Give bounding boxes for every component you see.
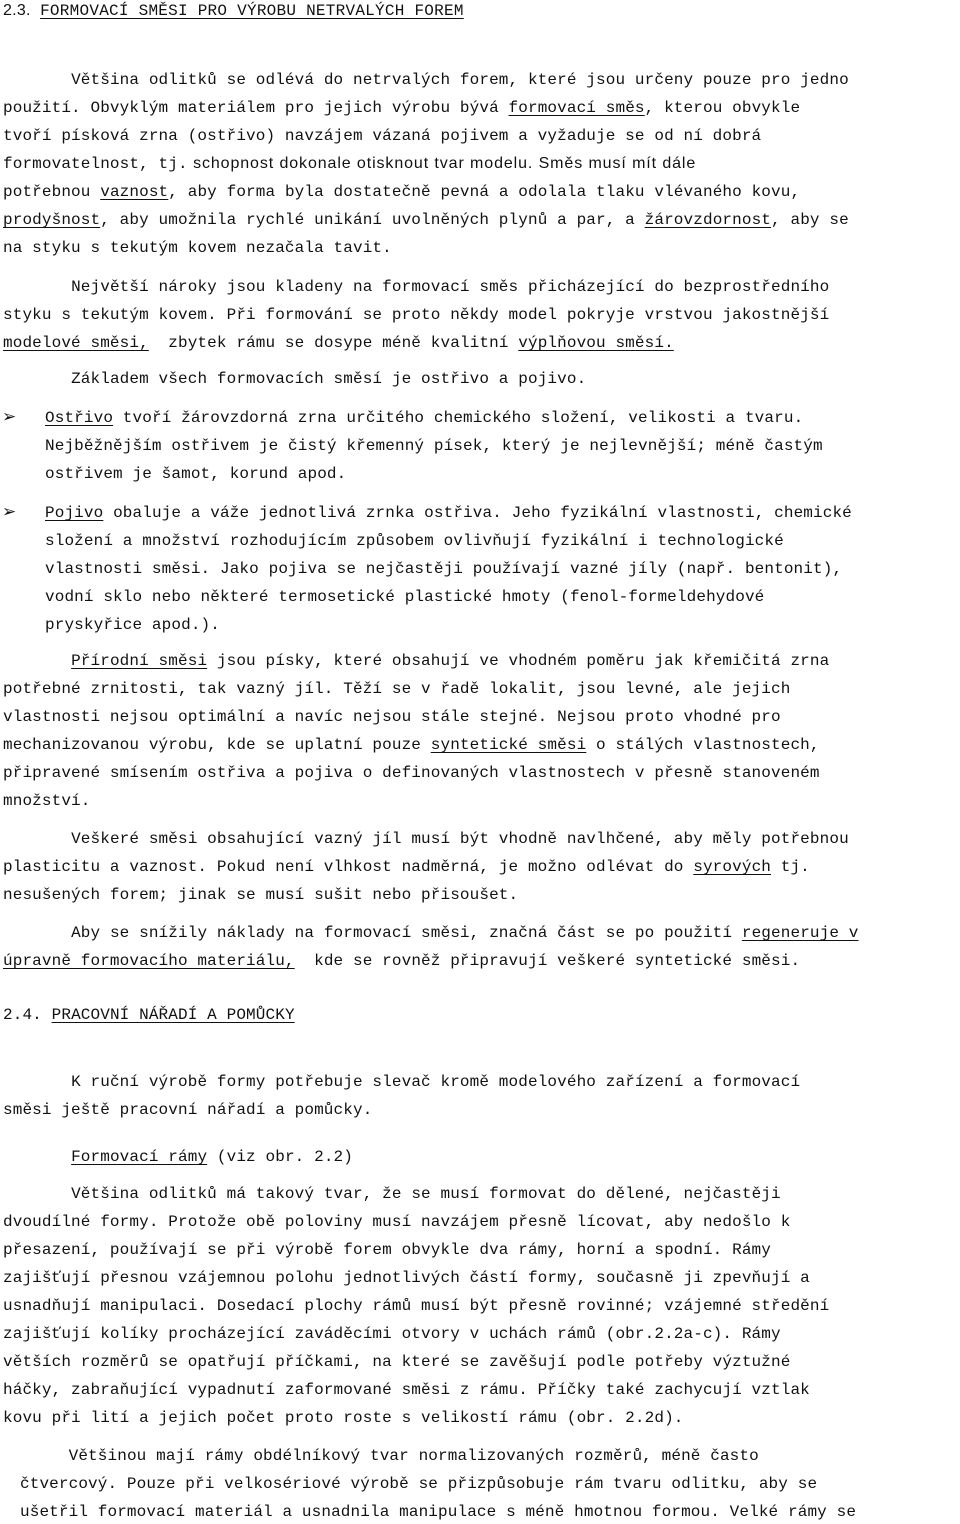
paragraph-line: připravené smísením ostřiva a pojiva o definovaných vlastnostech v přesně stanoveném [3,764,820,782]
term-vyplnova-smes: výplňovou směsí. [518,334,674,352]
paragraph-line: množství. [3,792,91,810]
paragraph-line: čtvercový. Pouze při velkosériové výrobě se přizpůsobuje rám tvaru odlitku, aby se [20,1475,818,1493]
term-zarovzdornost: žárovzdornost [644,211,772,229]
paragraph-line: na styku s tekutým kovem nezačala tavit. [3,239,392,257]
paragraph-line: mechanizovanou výrobu, kde se uplatní pouze syntetické směsi o stálých vlastnostech, [3,736,820,754]
paragraph-line: prodyšnost, aby umožnila rychlé unikání uvolněných plynů a par, a žárovzdornost, aby se [3,211,849,229]
term-upravna: úpravně formovacího materiálu, [3,952,295,970]
paragraph-line: styku s tekutým kovem. Při formování se proto někdy model pokryje vrstvou jakostnější [3,306,830,324]
term-synteticke-smesi: syntetické směsi [430,736,587,754]
subheading-formovaci-ramy [3,1147,353,1167]
paragraph-line: Veškeré směsi obsahující vazný jíl musí být vhodně navlhčené, aby měly potřebnou [71,830,849,848]
term-regeneruje: regeneruje v [741,924,859,942]
paragraph-line: plasticitu a vaznost. Pokud není vlhkost nadměrná, je možno odlévat do syrových tj. [3,858,810,876]
term-modelove-smesi: modelové směsi, [3,334,149,352]
paragraph-line: nesušených forem; jinak se musí sušit nebo přisoušet. [3,886,519,904]
paragraph-line: usnadňují manipulaci. Dosedací plochy rámů musí být přesně rovinné; vzájemné středění [3,1297,830,1315]
term-prirodni-smesi: Přírodní směsi [71,652,208,670]
list-item-line: vodní sklo nebo některé termosetické plastické hmoty (fenol-formeldehydové [45,588,765,606]
list-item-line: Nejběžnějším ostřivem je čistý křemenný písek, který je nejlevnější; méně častým [45,437,823,455]
paragraph-line: K ruční výrobě formy potřebuje slevač kromě modelového zařízení a formovací [71,1073,801,1091]
paragraph-line: zajišťují přesnou vzájemnou polohu jednotlivých částí formy, současně ji zpevňují a [3,1269,810,1287]
paragraph-line: zajišťují kolíky procházející zaváděcími otvory v uchách rámů (obr.2.2a-c). Rámy [3,1325,781,1343]
term-syrovych: syrových [693,858,772,876]
paragraph-line: větších rozměrů se opatřují příčkami, na které se zavěšují podle potřeby výztužné [3,1353,791,1371]
section-number: 2.4. [3,1006,42,1024]
paragraph-line: modelové směsi, zbytek rámu se dosype méně kvalitní výplňovou směsí. [3,334,674,352]
term-formovaci-smes: formovací směs [508,99,645,117]
paragraph-line: kovu při lití a jejich počet proto roste s velikostí rámu (obr. 2.2d). [3,1409,684,1427]
subheading-label: Formovací rámy [71,1148,208,1166]
paragraph-line: ušetřil formovací materiál a usnadnila manipulace s méně hmotnou formou. Velké rámy se [20,1503,857,1521]
list-item-line: složení a množství rozhodujícím způsobem ovlivňují fyzikální i technologické [45,532,784,550]
paragraph-line: Většina odlitků má takový tvar, že se musí formovat do dělené, nejčastěji [71,1185,781,1203]
paragraph-line: Většina odlitků se odlévá do netrvalých forem, které jsou určeny pouze pro jedno [71,71,849,89]
section-heading-2-4 [3,1005,295,1025]
paragraph-line: Přírodní směsi jsou písky, které obsahují ve vhodném poměru jak křemičitá zrna [71,652,830,670]
paragraph-line: formovatelnost, tj. schopnost dokonale otisknout tvar modelu. Směs musí mít dále [3,155,697,173]
list-item-line: Pojivo obaluje a váže jednotlivá zrnka ostřiva. Jeho fyzikální vlastnosti, chemické [45,504,852,522]
paragraph-line: použití. Obvyklým materiálem pro jejich výrobu bývá formovací směs, kterou obvykle [3,99,801,117]
paragraph-line: přesazení, používají se při výrobě forem obvykle dva rámy, horní a spodní. Rámy [3,1241,772,1259]
paragraph-line: směsi ještě pracovní nářadí a pomůcky. [3,1101,373,1119]
section-title: PRACOVNÍ NÁŘADÍ A POMŮCKY [51,1006,295,1024]
paragraph-line: potřebnou vaznost, aby forma byla dostatečně pevná a odolala tlaku vlévaného kovu, [3,183,801,201]
paragraph-line: potřebné zrnitosti, tak vazný jíl. Těží se v řadě lokalit, jsou levné, ale jejich [3,680,791,698]
paragraph-line: dvoudílné formy. Protože obě poloviny musí navzájem přesně lícovat, aby nedošlo k [3,1213,791,1231]
section-title: FORMOVACÍ SMĚSI PRO VÝROBU NETRVALÝCH FOREM [40,2,464,20]
list-item-line: Ostřivo tvoří žárovzdorná zrna určitého chemického složení, velikosti a tvaru. [45,409,804,427]
list-item-line: ostřivem je šamot, korund apod. [45,465,347,483]
term-ostrivo: Ostřivo [45,409,114,427]
term-prodysnost: prodyšnost [3,211,101,229]
bullet-arrow-icon: ➢ [2,407,17,427]
paragraph-line: úpravně formovacího materiálu, kde se rovněž připravují veškeré syntetické směsi. [3,952,801,970]
figure-reference: (viz obr. 2.2) [207,1148,353,1166]
paragraph-line: Největší nároky jsou kladeny na formovací směs přicházející do bezprostředního [71,278,830,296]
section-heading-2-3 [3,1,464,21]
section-number: 2.3. [3,2,31,19]
paragraph-line: háčky, zabraňující vypadnutí zaformované směsi z rámu. Příčky také zachycují vztlak [3,1381,810,1399]
term-pojivo: Pojivo [45,504,104,522]
list-item-line: vlastnosti směsi. Jako pojiva se nejčastěji používají vazné jíly (např. bentonit), [45,560,843,578]
paragraph-line: vlastnosti nejsou optimální a navíc nejsou stále stejné. Nejsou proto vhodné pro [3,708,781,726]
bullet-arrow-icon: ➢ [2,502,17,522]
list-item-line: pryskyřice apod.). [45,616,220,634]
paragraph-line: Základem všech formovacích směsí je ostřivo a pojivo. [71,370,587,388]
paragraph-line: tvoří písková zrna (ostřivo) navzájem vázaná pojivem a vyžaduje se od ní dobrá [3,127,762,145]
paragraph-line: Většinou mají rámy obdélníkový tvar normalizovaných rozměrů, méně často [68,1447,759,1465]
term-vaznost: vaznost [100,183,169,201]
paragraph-line: Aby se snížily náklady na formovací směsi, značná část se po použití regeneruje v [71,924,859,942]
